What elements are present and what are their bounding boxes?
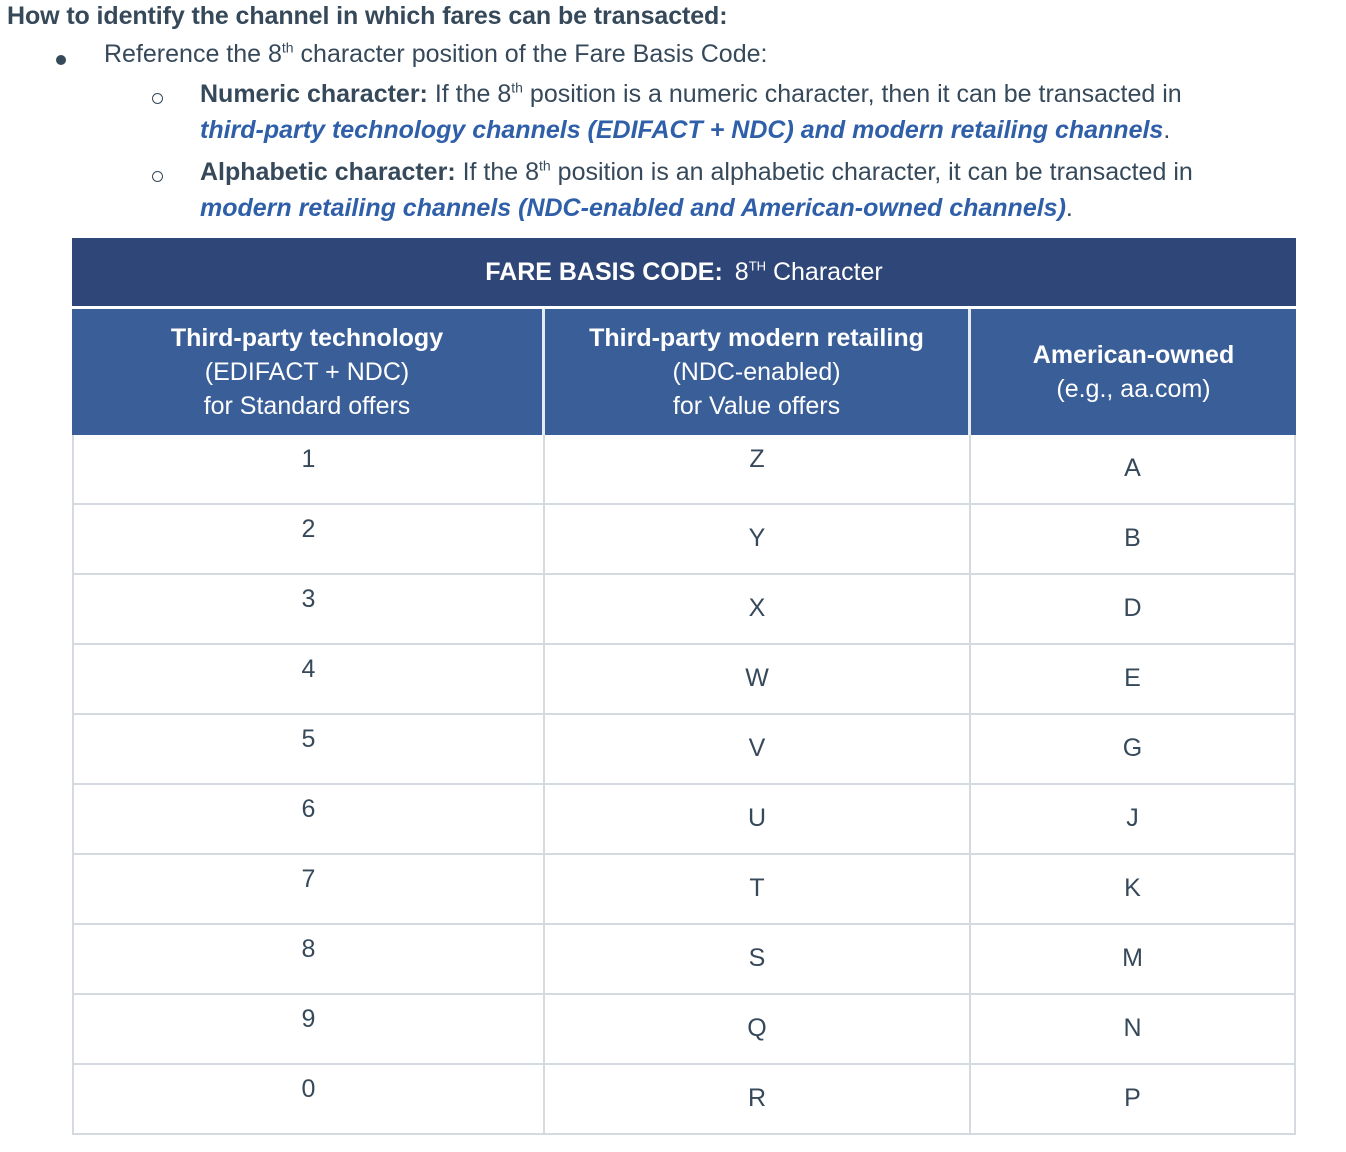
table-cell: 5 (74, 715, 545, 783)
alphabetic-description: Alphabetic character: If the 8th position is an alphabetic character, it can be transacted in (200, 157, 1193, 186)
hollow-bullet-icon (152, 171, 163, 182)
table-cell: K (1124, 874, 1141, 902)
table-cell: S (545, 925, 971, 993)
table-cell: Z (545, 435, 971, 503)
table-row (74, 995, 1294, 1065)
table-cell: Q (545, 995, 971, 1063)
table-body (72, 435, 1296, 1135)
table-cell: 9 (74, 995, 545, 1063)
table-cell: R (545, 1065, 971, 1133)
table-row (74, 925, 1294, 995)
alphabetic-channels: modern retailing channels (NDC-enabled and American-owned channels). (200, 194, 1073, 222)
column-headers (72, 309, 1296, 435)
table-cell: B (1124, 524, 1141, 552)
table-cell: V (545, 715, 971, 783)
table-cell: 7 (74, 855, 545, 923)
table-cell: 6 (74, 785, 545, 853)
table-title: FARE BASIS CODE: 8TH Character (72, 238, 1296, 309)
table-row (74, 715, 1294, 785)
table-row (74, 1065, 1294, 1135)
table-row (74, 505, 1294, 575)
table-row (74, 645, 1294, 715)
column-header-american-owned: American-owned (e.g., aa.com) (971, 309, 1296, 435)
table-cell: 3 (74, 575, 545, 643)
table-cell: 4 (74, 645, 545, 713)
numeric-description: Numeric character: If the 8th position is a numeric character, then it can be transacted in (200, 79, 1182, 108)
table-row (74, 435, 1294, 505)
hollow-bullet-icon (152, 93, 163, 104)
table-cell: A (1124, 454, 1141, 482)
table-cell: N (1123, 1014, 1142, 1042)
section-heading: How to identify the channel in which fares can be transacted: (7, 2, 728, 30)
column-header-third-party-technology: Third-party technology (EDIFACT + NDC) for Standard offers (72, 309, 545, 435)
bullet-item (0, 40, 1346, 74)
table-cell: 0 (74, 1065, 545, 1133)
table-cell: 8 (74, 925, 545, 993)
numeric-channels: third-party technology channels (EDIFACT + NDC) and modern retailing channels. (200, 116, 1171, 144)
table-cell: 2 (74, 505, 545, 573)
fare-basis-table (72, 238, 1296, 1135)
table-cell: U (545, 785, 971, 853)
table-cell: J (1126, 804, 1139, 832)
table-cell: X (545, 575, 971, 643)
table-row (74, 785, 1294, 855)
column-header-modern-retailing: Third-party modern retailing (NDC-enabled) for Value offers (545, 309, 971, 435)
bullet-dot-icon (56, 55, 66, 65)
table-cell: T (545, 855, 971, 923)
table-cell: E (1124, 664, 1141, 692)
table-cell: D (1123, 594, 1142, 622)
table-cell: W (545, 645, 971, 713)
bullet-text: Reference the 8th character position of the Fare Basis Code: (104, 39, 768, 68)
table-cell: G (1122, 734, 1143, 762)
table-row (74, 575, 1294, 645)
table-cell: P (1124, 1084, 1141, 1112)
table-cell: M (1122, 944, 1143, 972)
table-cell: 1 (74, 435, 545, 503)
table-cell: Y (545, 505, 971, 573)
table-row (74, 855, 1294, 925)
